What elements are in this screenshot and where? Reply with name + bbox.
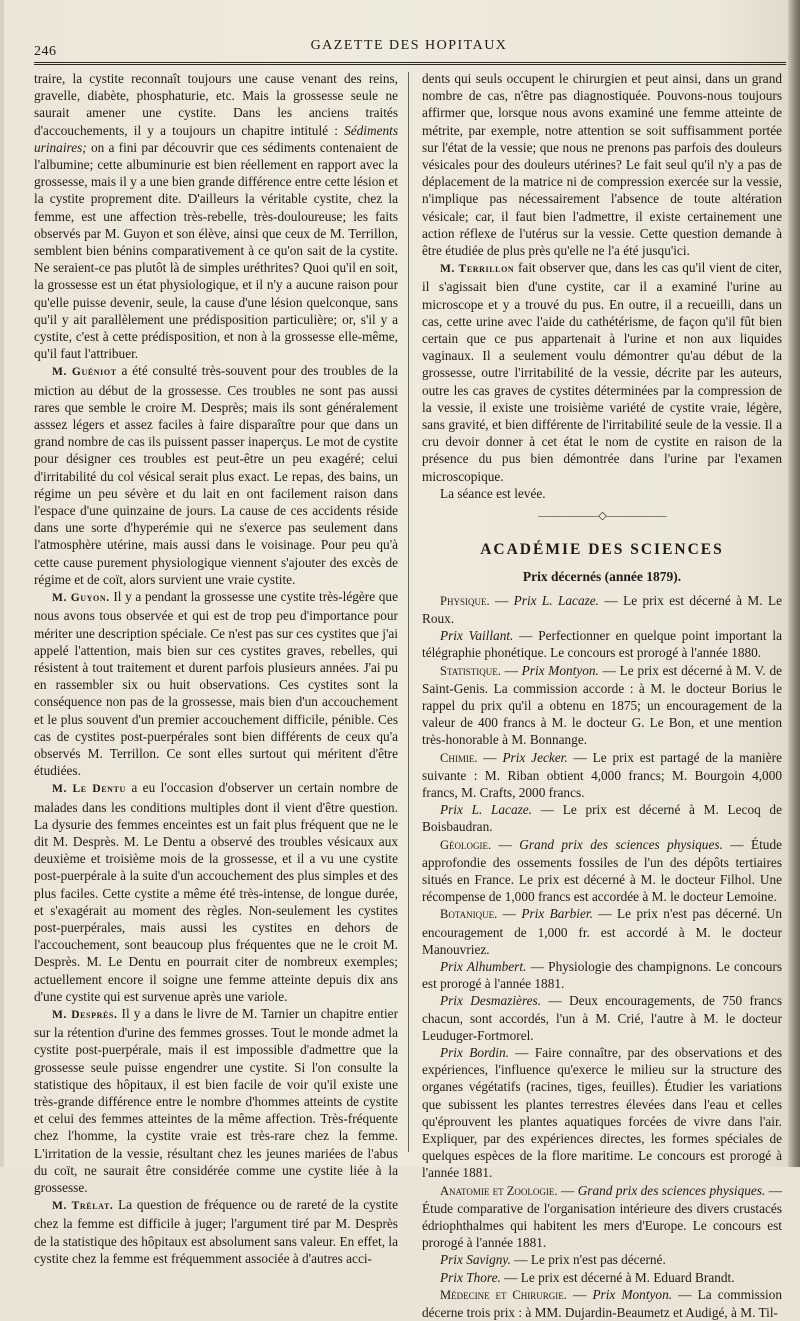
paragraph: M. Le Dentu a eu l'occasion d'observer un certain nombre de malades dans les conditions multiples dont il vient d'être question. La dysurie des femmes enceintes est un fait plus fréquent que ne le dit M. Desprès. M. Le Dentu a observé des troubles vésicaux aux deuxième et troisième mois de la grossesse, et il a vu une cystite post-puerpérale à la suite d'un accouchement des plus simples et des plus faciles. Cette cystite a même été très-intense, de longue durée, et s'exagérait au moment des règles. Non-seulement les cystites post-puerpérales, mais aussi les cystites en dehors de l'accouchement, sont beaucoup plus fréquentes que ne le croit M. Desprès. M. Le Dentu en pourrait citer de nombreux exemples; actuellement encore il soigne une femme atteinte depuis dix ans d'une cystite qui est survenue après une variole.	[34, 780, 398, 1004]
page-number: 246	[34, 44, 57, 59]
speaker-name: M. Le Dentu	[52, 783, 126, 796]
speaker-name: M. Trélat.	[52, 1200, 114, 1213]
prize-entry: Prix Desmazières. — Deux encouragements, de 750 francs chacun, sont accordés, l'un à M. Crié, l'autre à M. le docteur Leuduger-Fortmorel.	[422, 993, 782, 1043]
page-edge	[0, 0, 4, 1167]
speaker-name: M. Guéniot	[52, 366, 117, 379]
speaker-name: M. Desprès.	[52, 1008, 118, 1021]
binding-edge	[788, 0, 800, 1167]
prize-entry: Prix Bordin. — Faire connaître, par des observations et des expériences, l'influence qu'exerce le milieu sur la structure des organes végétatifs (racines, tiges, feuilles). Étudier les variations que subissent les plantes terrestres élevées dans l'eau et celles qu'éprouvent les plantes aquatiques forcées de vivre dans l'air. Expliquer, par des expériences directes, les formes spéciales de quelques espèces de la flore maritime. Le concours est prorogé à l'année 1881.	[422, 1044, 782, 1181]
prize-entry: Prix Thore. — Le prix est décerné à M. Eduard Brandt.	[440, 1269, 735, 1285]
right-column	[422, 70, 782, 1321]
paragraph: M. Guéniot a été consulté très-souvent pour des troubles de la miction au début de la grossesse. Ces troubles ne sont pas aussi rares que semble le croire M. Desprès; mais ils sont généralement asssez légers et assez faciles à faire disparaître pour que dans un grand nombre de cas ils puissent passer inaperçus. Le mot de cystite pour désigner ces troubles est peut-être un peu exagéré; celui d'irritabilité du col vésical serait plus exact. Le repas, des bains, un régime un peu sévère et du lait en ont facilement raison dans l'espace d'une quinzaine de jours. La cause de ces accidents réside dans une sorte d'hyperémie qui ne s'exerce pas seulement dans l'atmosphère utérine, mais aussi dans le voisinage. Pour peu qu'à cette cause purement physiologique viennent s'ajouter des excès de régime et de coït, alors survient une vraie cystite.	[34, 363, 398, 587]
prize-entry: Prix L. Lacaze. — Le prix est décerné à M. Lecoq de Boisbaudran.	[422, 802, 782, 835]
running-title: GAZETTE DES HOPITAUX	[310, 38, 508, 53]
left-column	[34, 70, 398, 1267]
paragraph: traire, la cystite reconnaît toujours une cause venant des reins, gravelle, diabète, phosphaturie, etc. Mais la grossesse seule ne saurait amener une cystite. Dans les anciens traités d'accouchements, il y a toujours un chapitre intitulé : Sédiments urinaires; on a fini par découvrir que ces sédiments contenaient de l'albumine; cette albuminurie est bien réellement en rapport avec la grossesse, mais il y a une bien grande différence entre cette lésion et la cystite proprement dite. D'ailleurs la véritable cystite, chez la femme, est une affection très-rebelle, très-douloureuse; les faits observés par M. Guyon et son élève, ainsi que ceux de M. Terrillon, semblent bien bénins comparativement à ce qu'on sait de la cystite. Ne seraient-ce pas plutôt là de simples uréthrites? Quoi qu'il en soit, la grossesse est un état physiologique, et il n'y a aucune raison pour qu'elle puisse devenir, seule, la cause d'une lésion quelconque, sans qu'il y ait parallèlement une prédisposition particulière; or, s'il y a cystite, c'est à cette prédisposition, et non à la grossesse elle-même, qu'il faut l'attribuer.	[34, 71, 398, 362]
speaker-name: M. Terrillon	[440, 263, 515, 276]
prize-entry: Prix Alhumbert. — Physiologie des champignons. Le concours est prorogé à l'année 1881.	[422, 958, 782, 992]
prize-entry: Prix Vaillant. — Perfectionner en quelque point important la télégraphie phonétique. Le concours est prorogé à l'année 1880.	[422, 628, 782, 661]
prize-entry: Médecine et Chirurgie. — Prix Montyon. — La commission décerne trois prix : à MM. Dujardin-Beaumetz et Audigé, à M. Til-	[422, 1286, 782, 1321]
section-separator: ——————◇——————	[538, 510, 666, 523]
paragraph: dents qui seuls occupent le chirurgien et peut ainsi, dans un grand nombre de cas, n'être pas diagnostiquée. Pouvons-nous toujours affirmer que, lorsque nous avons examiné une femme atteinte de métrite, par exemple, notre attention se soit suffisamment portée sur l'état de la vessie; que nous ne prenons pas parfois des douleurs vésicales pour des douleurs utérines? Le fait seul qu'il n'y a pas de déplacement de la matrice ni de compression exercée sur la vessie, n'implique pas nécessairement l'absence de toute altération vésicale; car, il faut bien l'admettre, il existe certainement une action réflexe de l'utérus sur la vessie. Cette question demande à être étudiée de plus près qu'elle ne l'a été jusqu'ici.	[422, 71, 782, 259]
prize-entry: Statistique. — Prix Montyon. — Le prix est décerné à M. V. de Saint-Genis. La commission accorde : à M. le docteur Borius le rappel du prix qu'il a obtenu en 1875; un encouragement de la valeur de 400 francs à M. le docteur G. Le Bon, et une mention très-honorable à M. Bonnange.	[422, 662, 782, 748]
paragraph: M. Desprès. Il y a dans le livre de M. Tarnier un chapitre entier sur la rétention d'urine des femmes grosses. Tout le monde admet la cystite post-puerpérale, mais il est impossible d'admettre que la grossesse seule puisse engendrer une cystite. Si l'on consulte la statistique des hôpitaux, il est bien facile de voir qu'il existe une très-grande différence entre le nombre d'hommes atteints de cystite et celui des femmes atteintes de la même affection. Très-fréquente chez l'homme, la cystite vraie est très-rare chez la femme. L'irritation de la vessie, résultant chez les jeunes mariées de l'abus du coït, ne saurait être considérée comme une cystite liée à la grossesse.	[34, 1005, 398, 1195]
paragraph: La séance est levée.	[440, 485, 546, 501]
paragraph: M. Guyon. Il y a pendant la grossesse une cystite très-légère que nous avons tous observée et qui est de trop peu d'importance pour mériter une description spéciale. Ce n'est pas sur ces cystites que j'ai appelé l'attention, mais bien sur ces cystites graves, rebelles, qui résistent à tout traitement et durent parfois plusieurs années. J'ai pu en rassembler six ou huit observations. Ces cystites sont la conséquence non pas de la grossesse, mais bien d'un accouchement et le plus souvent d'un premier accouchement difficile, pénible. Ces cas de cystites post-puerpérales sont bien différents de ceux qu'a observés M. Terrillon. Ce sont elles surtout qui méritent d'être étudiées.	[34, 589, 398, 779]
header-rule	[34, 62, 786, 65]
page-header	[34, 38, 784, 64]
speaker-name: M. Guyon.	[52, 592, 110, 605]
prize-entry: Anatomie et Zoologie. — Grand prix des sciences physiques. — Étude comparative de l'organisation intérieure des divers crustacés édriophthalmes qui habitent les mers d'Europe. Le concours est prorogé à l'année 1881.	[422, 1182, 783, 1251]
prize-entry: Prix Savigny. — Le prix n'est pas décerné.	[440, 1252, 666, 1268]
column-rule	[408, 72, 409, 1152]
prize-entry: Chimie. — Prix Jecker. — Le prix est partagé de la manière suivante : M. Riban obtient 4,000 francs; M. Bourgoin 4,000 francs, M. Crafts, 2000 francs.	[422, 749, 782, 800]
prize-entry: Physique. — Prix L. Lacaze. — Le prix est décerné à M. Le Roux.	[422, 592, 782, 626]
prize-entry: Botanique. — Prix Barbier. — Le prix n'est pas décerné. Un encouragement de 1,000 fr. est accordé à M. le docteur Manouvriez.	[422, 906, 782, 957]
subsection-title: Prix décernés (année 1879).	[522, 569, 682, 585]
paragraph: M. Trélat. La question de fréquence ou de rareté de la cystite chez la femme est difficile à juger; l'argument tiré par M. Desprès de la statistique des hôpitaux est absolument sans valeur. En effet, la cystite chez la femme est fréquemment associée à d'autres acci-	[34, 1197, 398, 1266]
section-title: ACADÉMIE DES SCIENCES	[480, 541, 724, 559]
prize-entry: Géologie. — Grand prix des sciences physiques. — Étude approfondie des ossements fossiles de l'un des dépôts tertiaires situés en France. Le prix est décerné à M. le docteur Filhol. Une récompense de 1,000 francs est accordée à M. le docteur Lemoine.	[422, 836, 782, 905]
paragraph: M. Terrillon fait observer que, dans les cas qu'il vient de citer, il s'agissait bien d'une cystite, car il a examiné l'urine au microscope et y a trouvé du pus. En outre, il a recueilli, dans un cas, cette urine avec l'aide du cathétérisme, de façon qu'il fût bien certain que ce pus appartenait à l'urine et non aux liquides vaginaux. Il a seulement voulu démontrer qu'au début de la grossesse, outre l'irritabilité de la vessie, décrite par les auteurs, outre les cas graves de cystites déterminées par la compression de la vessie, il existe une troisième variété de cystite vraie, légère, sans gravité, et bien différente de l'irritabilité seule de la vessie. Il a cru devoir donner à cet état le nom de cystite en raison de la présence du pus bien démontrée dans l'urine par l'examen microscopique.	[422, 260, 782, 484]
